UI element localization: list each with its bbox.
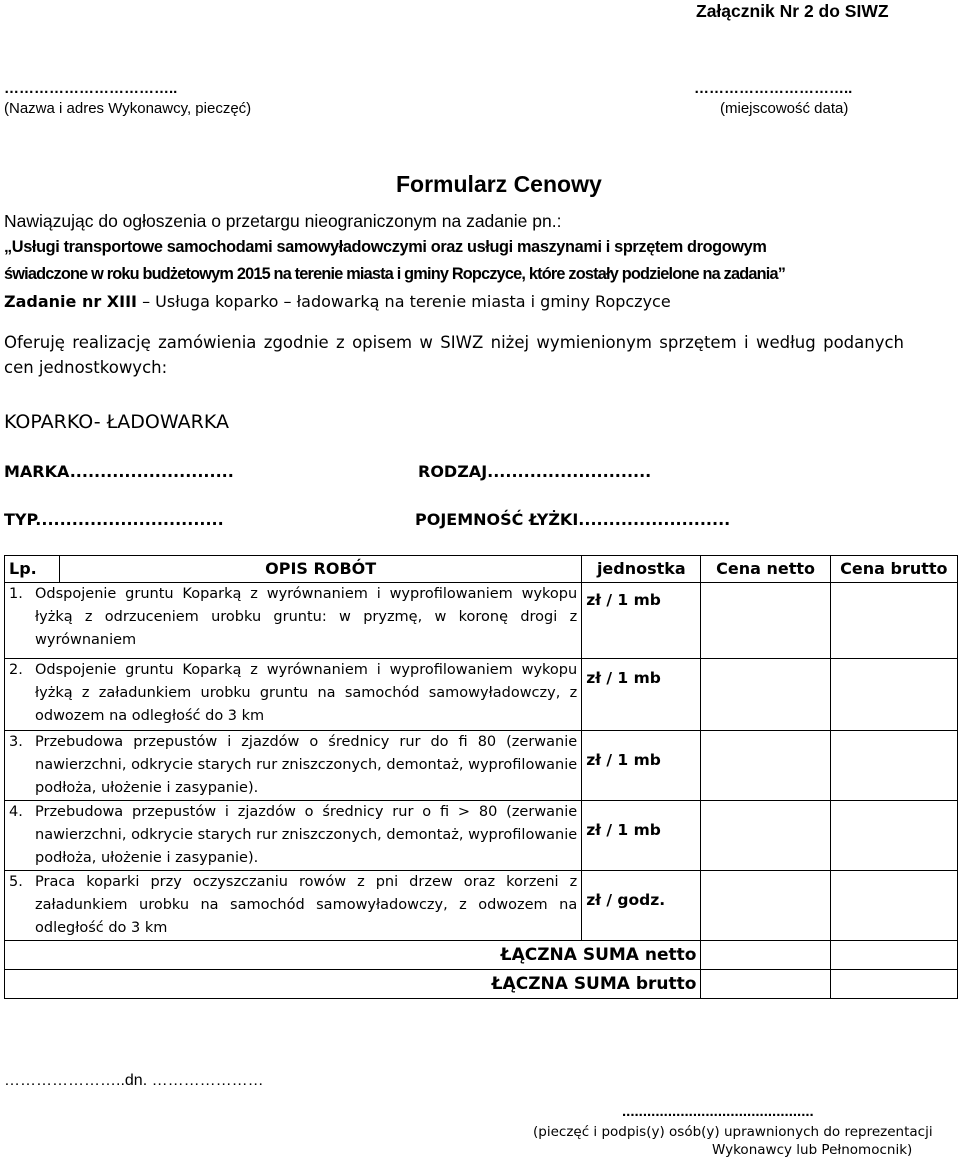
date-line: …………………..dn. ………………… xyxy=(4,1072,264,1089)
row-net-price[interactable] xyxy=(701,731,830,801)
row-description-cell xyxy=(5,731,582,801)
row-number: 1. xyxy=(9,586,23,602)
row-net-price[interactable] xyxy=(701,871,830,941)
sum-gross-row xyxy=(5,970,958,999)
row-net-price[interactable] xyxy=(701,801,830,871)
header-description: OPIS ROBÓT xyxy=(60,556,582,583)
task-line xyxy=(4,292,671,311)
row-unit: zł / 1 mb xyxy=(582,583,701,659)
task-number: Zadanie nr XIII xyxy=(4,292,137,311)
price-table xyxy=(4,555,958,999)
signature-label-line2: Wykonawcy lub Pełnomocnik) xyxy=(712,1142,913,1158)
task-name-line1: „Usługi transportowe samochodami samowyładowczymi oraz usługi maszynami i sprzętem drogowym xyxy=(4,238,767,256)
task-description: – Usługa koparko – ładowarką na terenie miasta i gminy Ropczyce xyxy=(137,292,671,311)
table-row xyxy=(5,583,958,659)
row-unit: zł / 1 mb xyxy=(582,659,701,731)
sum-net-gross-value[interactable] xyxy=(830,941,957,970)
place-date-label: (miejscowość data) xyxy=(720,100,849,117)
row-net-price[interactable] xyxy=(701,659,830,731)
table-row xyxy=(5,659,958,731)
table-row xyxy=(5,801,958,871)
row-number: 2. xyxy=(9,662,23,678)
row-description: Przebudowa przepustów i zjazdów o średnicy rur o fi > 80 (zerwanie nawierzchni, odkrycie starych rur zniszczonych, demontaż, wyprofilowanie podłoża, ułożenie i zasypanie). xyxy=(35,804,578,866)
sum-net-value[interactable] xyxy=(701,941,830,970)
row-gross-price[interactable] xyxy=(830,801,957,871)
page-title: Formularz Cenowy xyxy=(396,171,602,197)
row-gross-price[interactable] xyxy=(830,659,957,731)
table-header-row xyxy=(5,556,958,583)
contractor-label: (Nazwa i adres Wykonawcy, pieczęć) xyxy=(4,100,252,117)
place-date-dots: ………………………….. xyxy=(694,80,853,97)
row-unit: zł / 1 mb xyxy=(582,731,701,801)
table-row xyxy=(5,871,958,941)
row-number: 4. xyxy=(9,804,23,820)
row-gross-price[interactable] xyxy=(830,583,957,659)
row-description-cell xyxy=(5,801,582,871)
row-description-cell xyxy=(5,583,582,659)
row-number: 3. xyxy=(9,734,23,750)
rodzaj-field[interactable]: RODZAJ........................... xyxy=(418,462,652,481)
sum-gross-label: ŁĄCZNA SUMA brutto xyxy=(5,970,701,999)
equipment-heading: KOPARKO- ŁADOWARKA xyxy=(4,411,229,433)
row-number: 5. xyxy=(9,874,23,890)
attachment-label: Załącznik Nr 2 do SIWZ xyxy=(696,1,889,21)
row-net-price[interactable] xyxy=(701,583,830,659)
sum-gross-net-value[interactable] xyxy=(701,970,830,999)
header-net-price: Cena netto xyxy=(701,556,830,583)
row-description: Przebudowa przepustów i zjazdów o średnicy rur do fi 80 (zerwanie nawierzchni, odkrycie starych rur zniszczonych, demontaż, wyprofilowanie podłoża, ułożenie i zasypanie). xyxy=(35,734,578,796)
row-description: Odspojenie gruntu Koparką z wyrównaniem i wyprofilowaniem wykopu łyżką z odrzuceniem urobku gruntu: w pryzmę, w koronę drogi z wyrównaniem xyxy=(35,586,578,648)
table-row xyxy=(5,731,958,801)
row-description-cell xyxy=(5,871,582,941)
sum-gross-value[interactable] xyxy=(830,970,957,999)
header-unit: jednostka xyxy=(582,556,701,583)
offer-text: Oferuję realizację zamówienia zgodnie z opisem w SIWZ niżej wymienionym sprzętem i według podanych cen jednostkowych: xyxy=(4,333,904,377)
row-unit: zł / godz. xyxy=(582,871,701,941)
sum-net-row xyxy=(5,941,958,970)
row-gross-price[interactable] xyxy=(830,731,957,801)
header-gross-price: Cena brutto xyxy=(830,556,957,583)
contractor-dots: …………………………….. xyxy=(4,80,178,97)
row-gross-price[interactable] xyxy=(830,871,957,941)
intro-text: Nawiązując do ogłoszenia o przetargu nieograniczonym na zadanie pn.: xyxy=(4,211,562,231)
sum-net-label: ŁĄCZNA SUMA netto xyxy=(5,941,701,970)
row-description: Odspojenie gruntu Koparką z wyrównaniem i wyprofilowaniem wykopu łyżką z załadunkiem urobku gruntu na samochód samowyładowczy, z odwozem na odległość do 3 km xyxy=(35,662,578,724)
row-description-cell xyxy=(5,659,582,731)
header-lp: Lp. xyxy=(5,556,60,583)
row-unit: zł / 1 mb xyxy=(582,801,701,871)
signature-label-line1: (pieczęć i podpis(y) osób(y) uprawnionych do reprezentacji xyxy=(533,1124,933,1140)
signature-dots: .............................................. xyxy=(622,1103,814,1120)
marka-field[interactable]: MARKA........................... xyxy=(4,462,234,481)
task-name-line2: świadczone w roku budżetowym 2015 na terenie miasta i gminy Ropczyce, które zostały podzielone na zadania” xyxy=(4,265,786,283)
typ-field[interactable]: TYP............................... xyxy=(4,510,224,529)
bucket-capacity-field[interactable]: POJEMNOŚĆ ŁYŻKI......................... xyxy=(415,510,731,529)
row-description: Praca koparki przy oczyszczaniu rowów z pni drzew oraz korzeni z załadunkiem urobku na samochód samowyładowczy, z odwozem na odległość do 3 km xyxy=(35,874,578,936)
